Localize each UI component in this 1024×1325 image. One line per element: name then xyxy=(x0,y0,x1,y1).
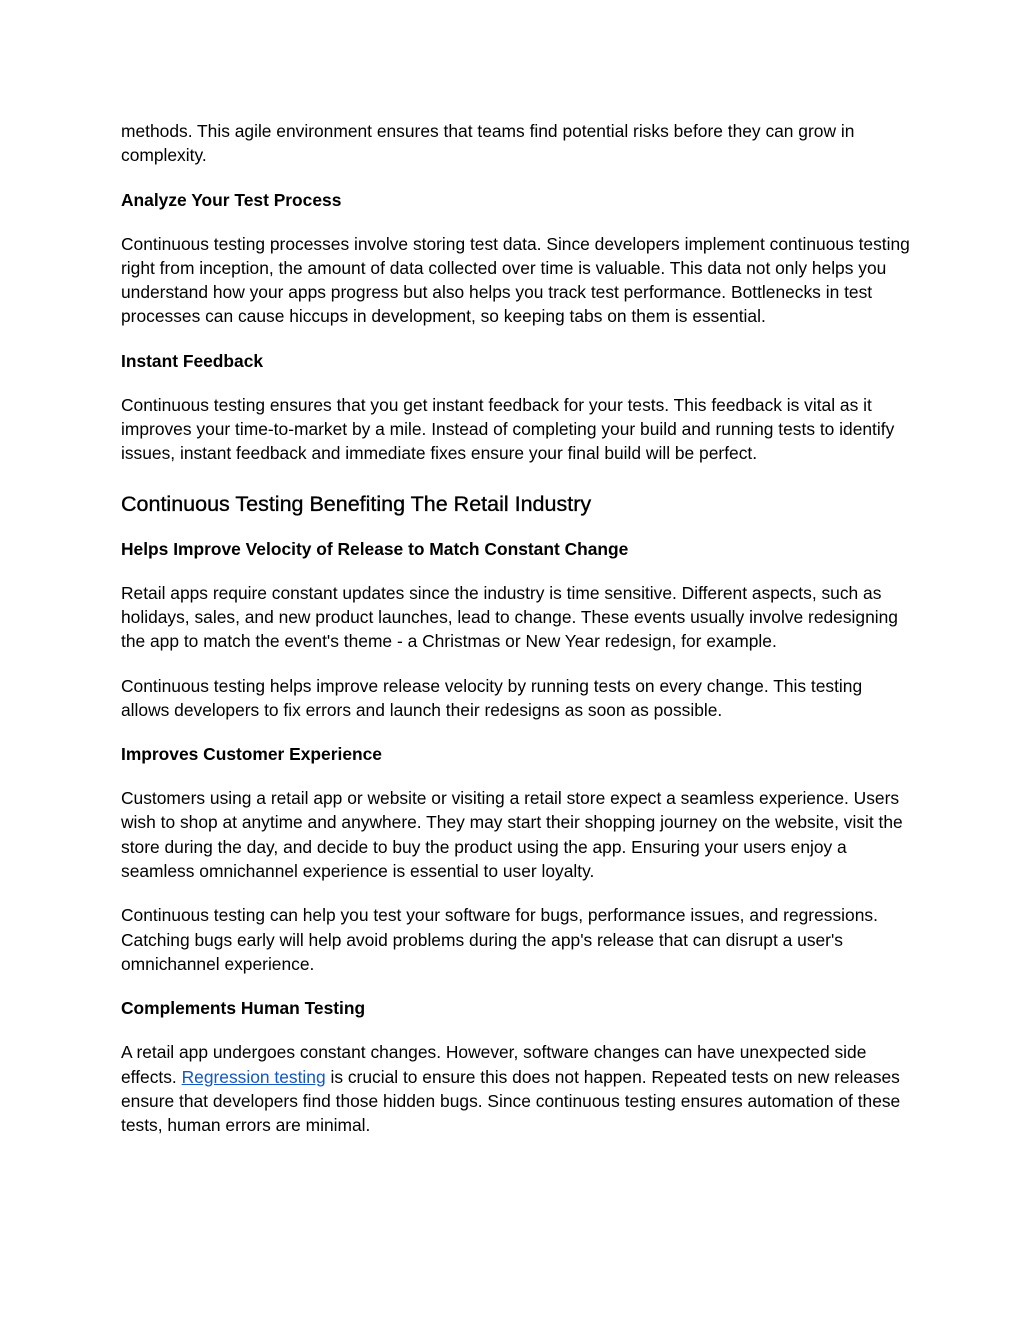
heading-instant-feedback: Instant Feedback xyxy=(121,350,264,371)
heading-analyze-test-process: Analyze Your Test Process xyxy=(121,189,342,210)
document-page xyxy=(121,119,911,1157)
paragraph-regression xyxy=(121,1040,911,1137)
regression-text-before: A retail app undergoes constant changes. However, software changes can have unexpected side effects. xyxy=(121,1042,867,1087)
paragraph-instant-feedback: Continuous testing ensures that you get instant feedback for your tests. This feedback is vital as it improves your time-to-market by a mile. Instead of completing your build and running tests to identify issues, instant feedback and immediate fixes ensure your final build will be perfect. xyxy=(121,394,895,464)
heading-retail-industry: Continuous Testing Benefiting The Retail Industry xyxy=(121,491,592,516)
paragraph-catching-bugs: Continuous testing can help you test your software for bugs, performance issues, and regressions. Catching bugs early will help avoid problems during the app's release that can disrupt a user's omnichannel experience. xyxy=(121,905,878,974)
regression-text-after: is crucial to ensure this does not happen. Repeated tests on new releases ensure that developers find those hidden bugs. Since continuous testing ensures automation of these tests, human errors are minimal. xyxy=(121,1066,901,1136)
regression-testing-link[interactable]: Regression testing xyxy=(181,1066,326,1087)
heading-velocity-of-release: Helps Improve Velocity of Release to Match Constant Change xyxy=(121,538,629,559)
heading-customer-experience: Improves Customer Experience xyxy=(121,744,382,765)
paragraph-analyze-test-process: Continuous testing processes involve storing test data. Since developers implement continuous testing right from inception, the amount of data collected over time is valuable. This data not only helps you understand how your apps progress but also helps you track test performance. Bottlenecks in test processes can cause hiccups in development, so keeping tabs on them is essential. xyxy=(121,233,910,327)
paragraph-release-velocity: Continuous testing helps improve release velocity by running tests on every change. This testing allows developers to fix errors and launch their redesigns as soon as possible. xyxy=(121,675,863,720)
paragraph-retail-updates: Retail apps require constant updates since the industry is time sensitive. Different aspects, such as holidays, sales, and new product launches, lead to change. These events usually involve redesigning the app to match the event's theme - a Christmas or New Year redesign, for example. xyxy=(121,582,898,652)
paragraph-customer-seamless: Customers using a retail app or website or visiting a retail store expect a seamless experience. Users wish to shop at anytime and anywhere. They may start their shopping journey on the website, visit the store during the day, and decide to buy the product using the app. Ensuring your users enjoy a seamless omnichannel experience is essential to user loyalty. xyxy=(121,788,903,882)
heading-complements-human-testing: Complements Human Testing xyxy=(121,998,366,1019)
paragraph-intro-continuation: methods. This agile environment ensures that teams find potential risks before they can grow in complexity. xyxy=(121,121,855,166)
